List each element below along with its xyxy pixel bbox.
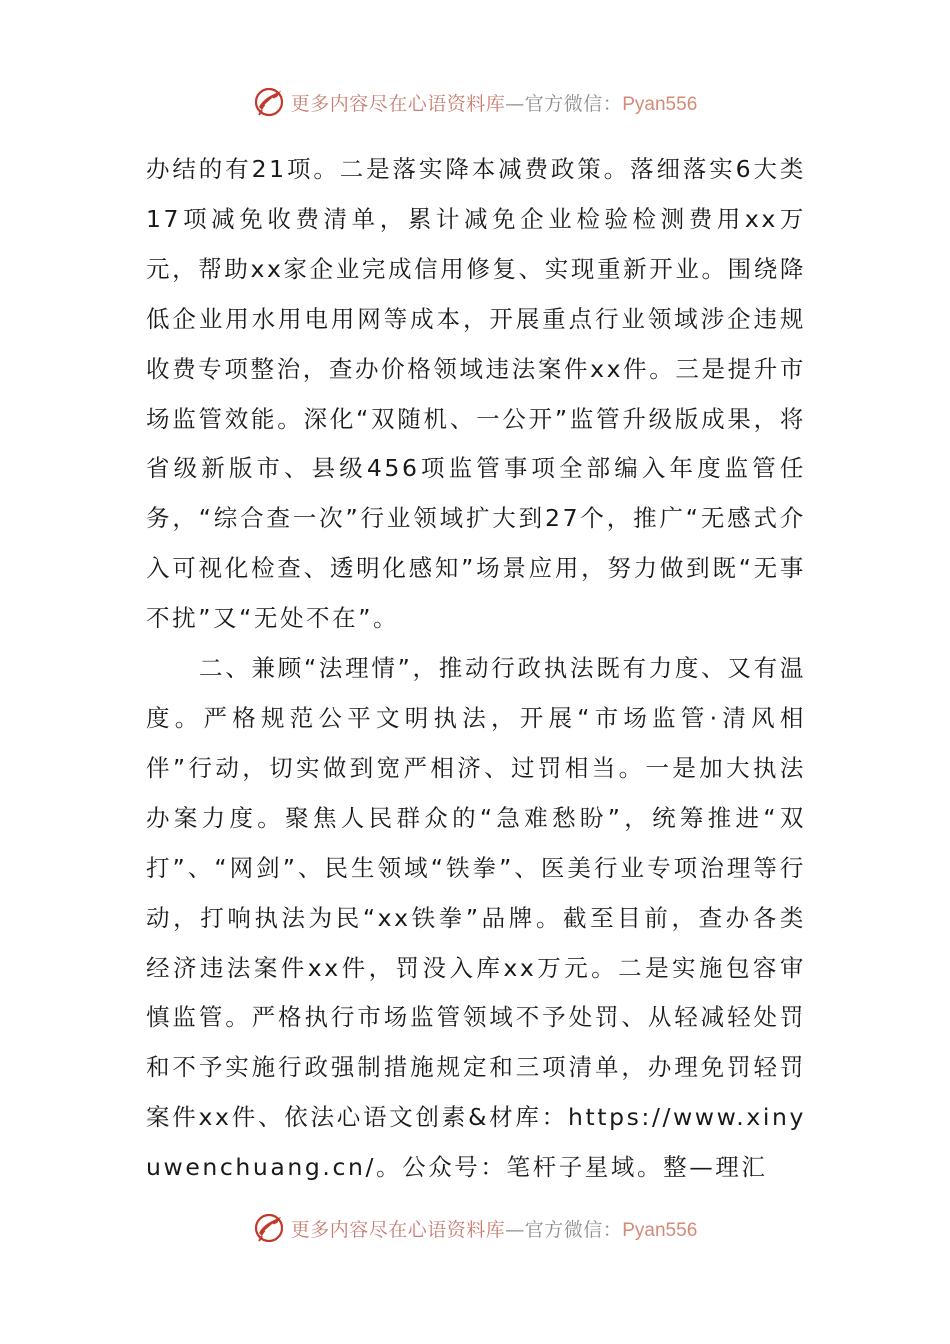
- footer-banner-separator: —: [505, 1218, 525, 1241]
- body-paragraph-1: 办结的有21项。二是落实降本减费政策。落细落实6大类17项减免收费清单，累计减免企业检验检测费用xx万元，帮助xx家企业完成信用修复、实现重新开业。围绕降低企业用水用电用网等成本，开展重点行业领域涉企违规收费专项整治，查办价格领域违法案件xx件。三是提升市场监管效能。深化“双随机、一公开”监管升级版成果，将省级新版市、县级456项监管事项全部编入年度监管任务，“综合查一次”行业领域扩大到27个，推广“无感式介入可视化检查、透明化感知”场景应用，努力做到既“无事不扰”又“无处不在”。: [146, 155, 806, 633]
- pen-nib-logo-icon: [253, 85, 287, 119]
- header-banner: [0, 82, 950, 122]
- footer-banner-text: [291, 1215, 698, 1242]
- body-paragraph-2: 二、兼顾“法理情”，推动行政执法既有力度、又有温度。严格规范公平文明执法，开展“市场监管·清风相伴”行动，切实做到宽严相济、过罚相当。一是加大执法办案力度。聚焦人民群众的“急难愁盼”，统筹推进“双打”、“网剑”、民生领域“铁拳”、医美行业专项治理等行动，打响执法为民“xx铁拳”品牌。截至目前，查办各类经济违法案件xx件，罚没入库xx万元。二是实施包容审慎监管。严格执行市场监管领域不予处罚、从轻减轻处罚和不予实施行政强制措施规定和三项清单，办理免罚轻罚案件xx件、依法心语文创素&材库：https://www.xinyuwenchuang.cn/。公众号：笔杆子星域。整—理汇: [146, 654, 806, 1182]
- header-banner-separator: —: [505, 92, 525, 115]
- footer-banner-wechat-id: Pyan556: [622, 1219, 698, 1241]
- header-banner-text: [291, 89, 698, 116]
- header-banner-main: 更多内容尽在心语资料库: [290, 92, 506, 115]
- footer-banner-wechat-label: 官方微信：: [524, 1218, 623, 1241]
- document-body: [146, 145, 806, 1193]
- header-banner-wechat-label: 官方微信：: [524, 92, 623, 115]
- pen-nib-logo-icon: [253, 1211, 287, 1245]
- footer-banner: [0, 1208, 950, 1248]
- header-banner-wechat-id: Pyan556: [622, 93, 698, 115]
- footer-banner-main: 更多内容尽在心语资料库: [290, 1218, 506, 1241]
